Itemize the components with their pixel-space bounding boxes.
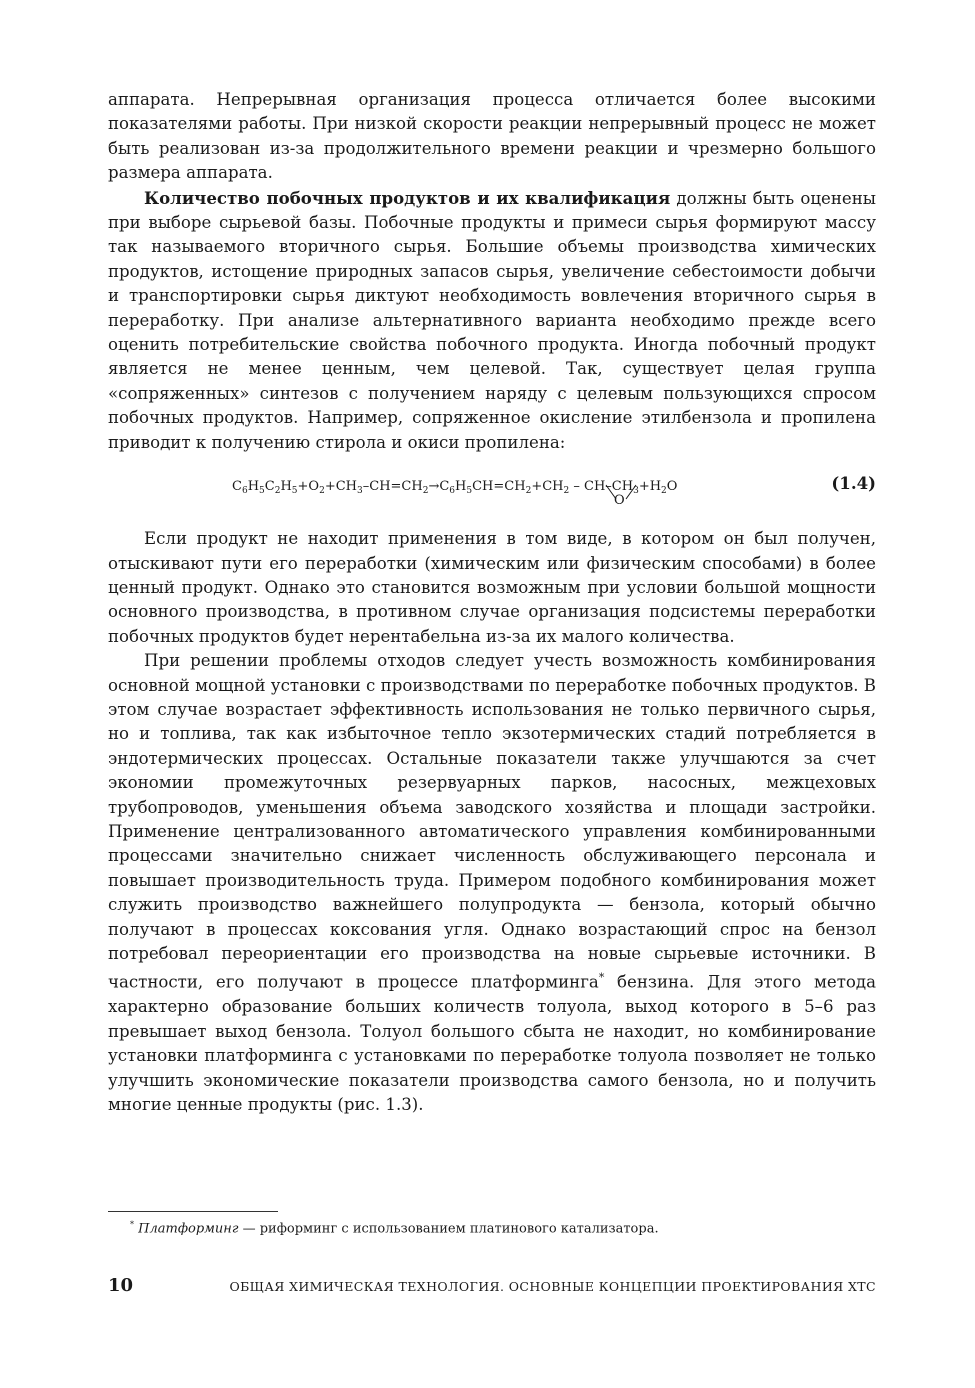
footnote-text: — риформинг с использованием платинового катализатора.	[238, 1221, 659, 1237]
footnote-reference[interactable]: *	[598, 971, 605, 985]
running-head: ОБЩАЯ ХИМИЧЕСКАЯ ТЕХНОЛОГИЯ. ОСНОВНЫЕ КОНЦЕПЦИИ ПРОЕКТИРОВАНИЯ ХТС	[229, 1279, 876, 1294]
page-body	[108, 88, 876, 1117]
footnote-mark: *	[130, 1220, 134, 1229]
reaction-equation	[108, 463, 876, 521]
epoxide-oxygen: O	[614, 493, 625, 509]
equation-number: (1.4)	[831, 473, 876, 494]
footnote-term: Платформинг	[138, 1221, 239, 1237]
paragraph-4: При решении проблемы отходов следует учесть возможность комбинирования основной мощной установки с производствами по переработке побочных продуктов. В этом случае возрастает эффективность использования не только первичного сырья, но и топлива, так как избыточное тепло экзотермических стадий потребляется в эндотермических процессах. Остальные показатели также улучшаются за счет экономии промежуточных резервуарных парков, насосных, межцеховых трубопроводов, уменьшения объема заводского хозяйства и площади застройки. Применение централизованного автоматического управления комбинированными процессами значительно снижает численность обслуживающего персонала и повышает производительность труда. Примером подобного комбинирования может служить производство важнейшего полупродукта — бензола, который обычно получают в процессах коксования угля. Однако возрастающий спрос на бензол потребовал переориентации его производства на новые сырьевые источники. В частности, его получают в процессе платформинга* бензина. Для этого метода характерно образование больших количеств толуола, выход которого в 5–6 раз превышает выход бензола. Толуол большого сбыта не находит, но комбинирование установки платформинга с установками по переработке толуола позволяет не только улучшить экономические показатели производства самого бензола, но и получить многие ценные продукты (рис. 1.3).	[108, 651, 876, 1114]
paragraph-2	[108, 186, 876, 455]
page-number: 10	[108, 1275, 134, 1296]
footnote	[130, 1220, 659, 1236]
footnote-divider	[108, 1211, 278, 1212]
paragraph-2-bold-term: Количество побочных продуктов и их квалификация	[144, 187, 671, 208]
equation-text: $C_6H_5C_2H_5+O_2+CH_3-CH=CH_2\to C_6H_5CH=CH_2+CH_2 - CH-CH_3+H_2O$	[232, 479, 678, 497]
paragraph-3: Если продукт не находит применения в том виде, в котором он был получен, отыскивают пути его переработки (химическим или физическим способами) в более ценный продукт. Однако это становится возможным при условии большой мощности основного производства, в противном случае организация подсистемы переработки побочных продуктов будет нерентабельна из-за их малого количества.	[108, 529, 876, 646]
paragraph-2-text: должны быть оценены при выборе сырьевой базы. Побочные продукты и примеси сырья формируют массу так называемого вторичного сырья. Большие объемы производства химических продуктов, истощение природных запасов сырья, увеличение себестоимости добычи и транспортировки сырья диктуют необходимость вовлечения вторичного сырья в переработку. При анализе альтернативного варианта необходимо прежде всего оценить потребительские свойства побочного продукта. Иногда побочный продукт является не менее ценным, чем целевой. Так, существует целая группа «сопряженных» синтезов с получением наряду с целевым пользующихся спросом побочных продуктов. Например, сопряженное окисление этилбензола и пропилена приводит к получению стирола и окиси пропилена:	[108, 188, 876, 452]
paragraph-1: аппарата. Непрерывная организация процесса отличается более высокими показателями работы. При низкой скорости реакции непрерывный процесс не может быть реализован из-за продолжительного времени реакции и чрезмерно большого размера аппарата.	[108, 90, 876, 183]
